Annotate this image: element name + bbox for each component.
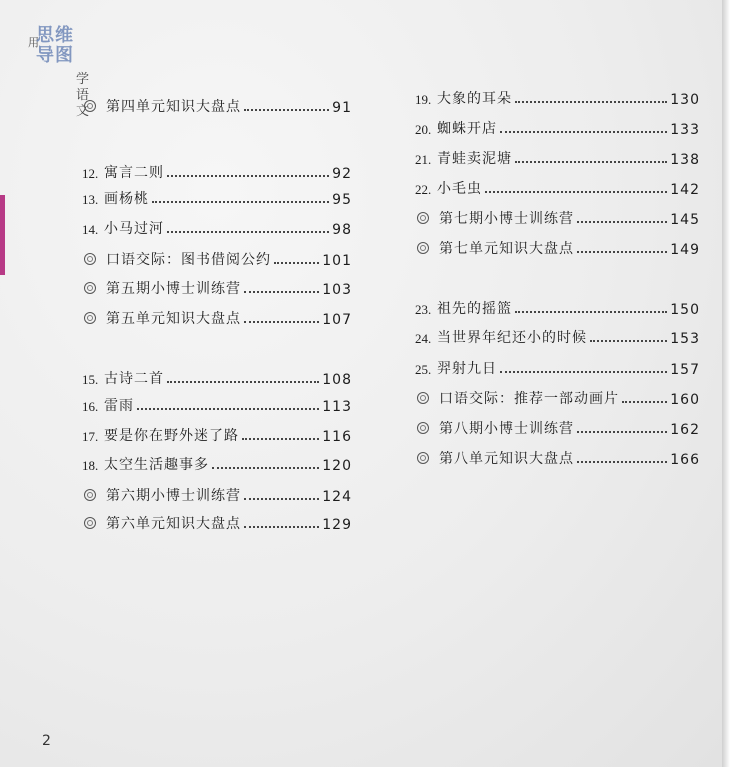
dot-leader (244, 526, 319, 528)
entry-title: 太空生活趣事多 (104, 457, 209, 473)
lesson-number: 14. (82, 222, 99, 237)
toc-entry (415, 356, 700, 378)
lesson-number: 12. (82, 166, 99, 181)
entry-page-number: 120 (322, 458, 352, 474)
entry-title: 口语交际：推荐一部动画片 (439, 391, 619, 407)
double-circle-bullet-icon (84, 282, 96, 294)
toc-entry (82, 276, 352, 298)
double-circle-bullet-icon (84, 489, 96, 501)
entry-title: 小毛虫 (437, 181, 482, 197)
toc-entry (82, 216, 352, 238)
double-circle-bullet-icon (417, 392, 429, 404)
toc-entry (415, 236, 700, 258)
entry-page-number: 133 (670, 122, 700, 138)
entry-title: 第八期小博士训练营 (439, 421, 574, 437)
entry-page-number: 150 (670, 302, 700, 318)
lesson-number: 19. (415, 92, 432, 107)
entry-page-number: 166 (670, 452, 700, 468)
toc-entry (82, 160, 352, 182)
entry-title: 第五期小博士训练营 (106, 281, 241, 297)
entry-title: 第五单元知识大盘点 (106, 311, 241, 327)
entry-page-number: 160 (670, 392, 700, 408)
dot-leader (242, 438, 319, 440)
dot-leader (167, 175, 329, 177)
dot-leader (577, 431, 667, 433)
entry-title: 雷雨 (104, 398, 134, 414)
toc-entry (415, 296, 700, 318)
dot-leader (167, 381, 319, 383)
dot-leader (485, 191, 667, 193)
entry-page-number: 138 (670, 152, 700, 168)
dot-leader (137, 408, 319, 410)
entry-page-number: 142 (670, 182, 700, 198)
entry-page-number: 108 (322, 372, 352, 388)
section-tab-marker (0, 195, 5, 275)
lesson-number: 25. (415, 362, 432, 377)
entry-page-number: 162 (670, 422, 700, 438)
dot-leader (167, 231, 329, 233)
lesson-number: 18. (82, 458, 99, 473)
toc-entry (82, 247, 352, 269)
entry-page-number: 130 (670, 92, 700, 108)
entry-title: 口语交际：图书借阅公约 (106, 252, 271, 268)
logo-vertical-text: 学语文 (76, 72, 90, 119)
toc-entry (415, 446, 700, 468)
logo-title: 思维导图 (36, 25, 74, 66)
dot-leader (244, 291, 319, 293)
lesson-number: 15. (82, 372, 99, 387)
toc-entry (82, 94, 352, 116)
dot-leader (212, 467, 319, 469)
toc-entry (415, 86, 700, 108)
entry-title: 羿射九日 (437, 361, 497, 377)
entry-title: 当世界年纪还小的时候 (437, 330, 587, 346)
entry-page-number: 145 (670, 212, 700, 228)
dot-leader (274, 262, 319, 264)
entry-title: 要是你在野外迷了路 (104, 428, 239, 444)
entry-page-number: 116 (322, 429, 352, 445)
dot-leader (244, 109, 329, 111)
toc-entry (82, 393, 352, 415)
lesson-number: 21. (415, 152, 432, 167)
dot-leader (500, 131, 667, 133)
page-edge-shadow (722, 0, 730, 767)
toc-entry (82, 186, 352, 208)
dot-leader (577, 221, 667, 223)
toc-entry (415, 325, 700, 347)
toc-entry (415, 206, 700, 228)
logo-small-label: 用 (28, 36, 39, 49)
double-circle-bullet-icon (417, 212, 429, 224)
lesson-number: 16. (82, 399, 99, 414)
toc-entry (415, 416, 700, 438)
double-circle-bullet-icon (417, 242, 429, 254)
toc-entry (415, 146, 700, 168)
toc-entry (82, 306, 352, 328)
entry-title: 画杨桃 (104, 191, 149, 207)
entry-page-number: 95 (332, 192, 352, 208)
entry-page-number: 149 (670, 242, 700, 258)
entry-title: 第七期小博士训练营 (439, 211, 574, 227)
dot-leader (500, 371, 667, 373)
dot-leader (244, 321, 319, 323)
dot-leader (515, 101, 667, 103)
dot-leader (622, 401, 667, 403)
entry-title: 第六期小博士训练营 (106, 488, 241, 504)
entry-page-number: 129 (322, 517, 352, 533)
entry-page-number: 103 (322, 282, 352, 298)
double-circle-bullet-icon (417, 422, 429, 434)
entry-title: 蜘蛛开店 (437, 121, 497, 137)
lesson-number: 20. (415, 122, 432, 137)
dot-leader (515, 311, 667, 313)
toc-entry (82, 511, 352, 533)
entry-page-number: 124 (322, 489, 352, 505)
lesson-number: 22. (415, 182, 432, 197)
entry-title: 第八单元知识大盘点 (439, 451, 574, 467)
double-circle-bullet-icon (417, 452, 429, 464)
entry-page-number: 153 (670, 331, 700, 347)
double-circle-bullet-icon (84, 517, 96, 529)
page-number: 2 (42, 733, 51, 749)
dot-leader (577, 251, 667, 253)
entry-title: 青蛙卖泥塘 (437, 151, 512, 167)
entry-page-number: 101 (322, 253, 352, 269)
dot-leader (577, 461, 667, 463)
entry-page-number: 113 (322, 399, 352, 415)
toc-entry (415, 386, 700, 408)
dot-leader (590, 340, 667, 342)
entry-page-number: 107 (322, 312, 352, 328)
entry-title: 大象的耳朵 (437, 91, 512, 107)
toc-entry (415, 176, 700, 198)
dot-leader (152, 201, 329, 203)
double-circle-bullet-icon (84, 312, 96, 324)
entry-title: 古诗二首 (104, 371, 164, 387)
dot-leader (515, 161, 667, 163)
toc-entry (82, 366, 352, 388)
entry-page-number: 91 (332, 100, 352, 116)
toc-entry (415, 116, 700, 138)
entry-title: 第四单元知识大盘点 (106, 99, 241, 115)
entry-title: 寓言二则 (104, 165, 164, 181)
entry-title: 祖先的摇篮 (437, 301, 512, 317)
toc-entry (82, 423, 352, 445)
toc-entry (82, 452, 352, 474)
lesson-number: 23. (415, 302, 432, 317)
book-logo (28, 22, 98, 152)
double-circle-bullet-icon (84, 253, 96, 265)
lesson-number: 24. (415, 331, 432, 346)
entry-page-number: 98 (332, 222, 352, 238)
toc-entry (82, 483, 352, 505)
double-circle-bullet-icon (84, 100, 96, 112)
dot-leader (244, 498, 319, 500)
entry-title: 小马过河 (104, 221, 164, 237)
lesson-number: 13. (82, 192, 99, 207)
entry-title: 第七单元知识大盘点 (439, 241, 574, 257)
lesson-number: 17. (82, 429, 99, 444)
entry-page-number: 92 (332, 166, 352, 182)
entry-page-number: 157 (670, 362, 700, 378)
entry-title: 第六单元知识大盘点 (106, 516, 241, 532)
